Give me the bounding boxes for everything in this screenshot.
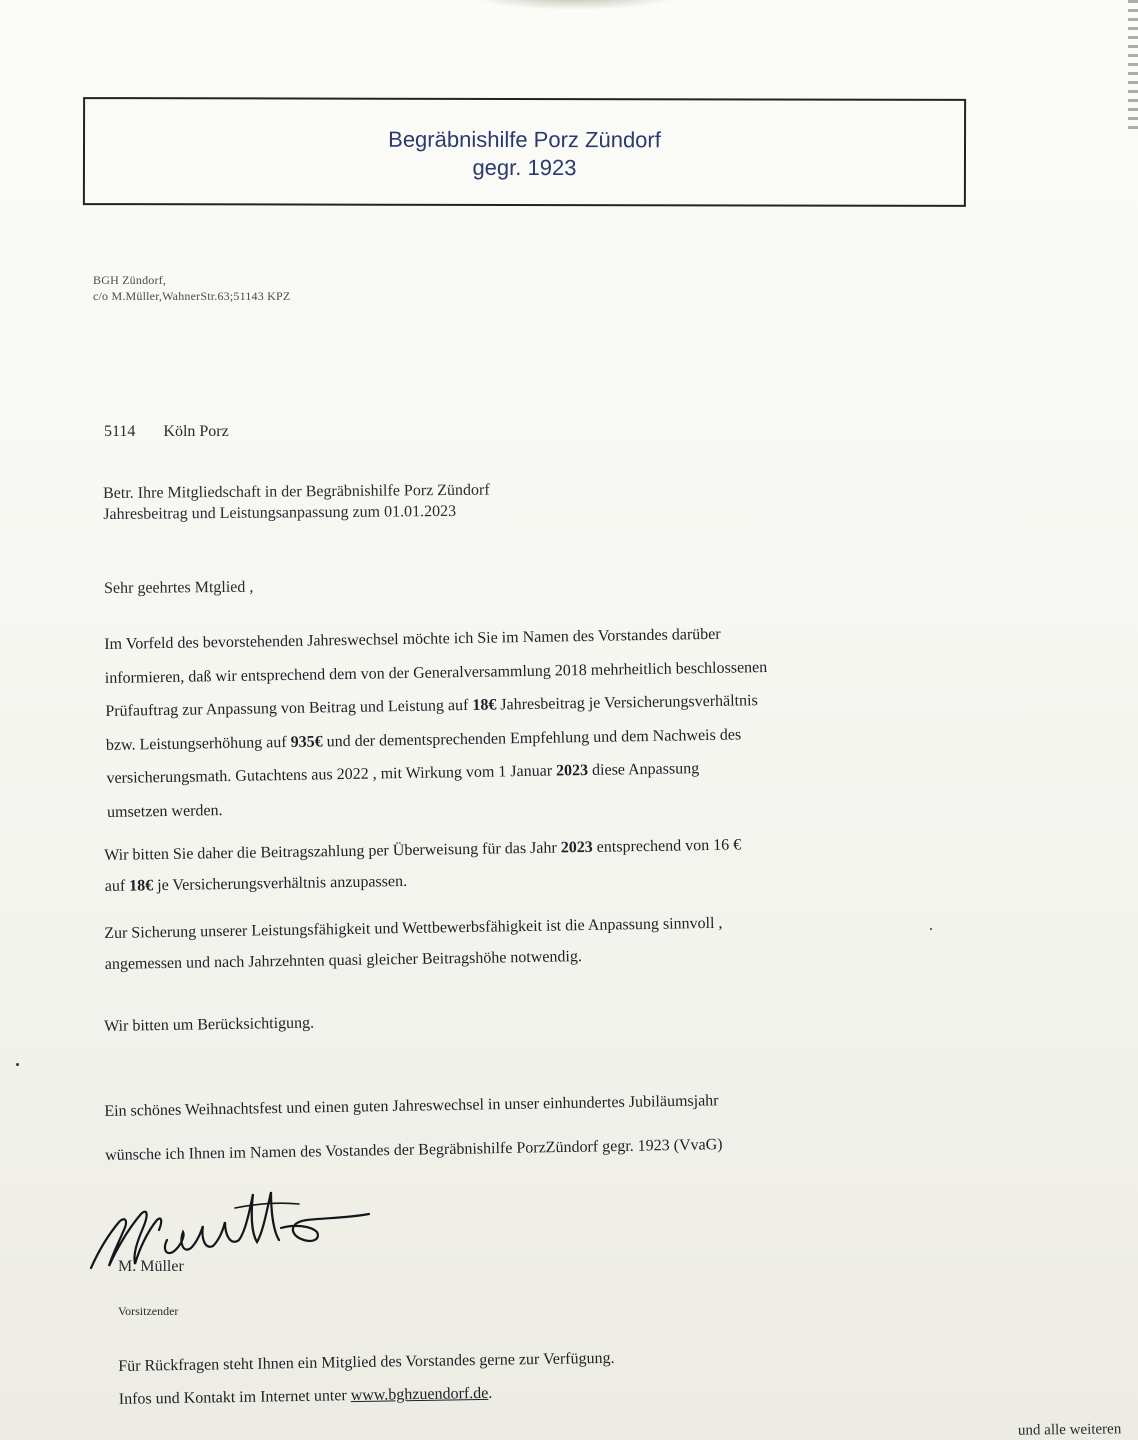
letterhead-box — [83, 97, 966, 207]
text-line: umsetzen werden. — [106, 801, 223, 821]
text-line: auf 18€ je Versicherungsverhältnis anzupassen. — [104, 872, 408, 895]
text-line: Zur Sicherung unserer Leistungsfähigkeit und Wettbewerbsfähigkeit ist die Anpassung sinnvoll , — [104, 914, 723, 942]
letterhead-name: Begräbnishilfe Porz Zündorf — [388, 126, 661, 153]
sender-line-2: c/o M.Müller,WahnerStr.63;51143 KPZ — [93, 289, 291, 303]
page-edge-marks — [1128, 0, 1138, 130]
recipient-city: Köln Porz — [163, 423, 229, 440]
text-line: informieren, daß wir entsprechend dem von der Generalversammlung 2018 mehrheitlich beschlossenen — [104, 658, 768, 687]
subject-line-1: Betr. Ihre Mitgliedschaft in der Begräbnishilfe Porz Zündorf — [103, 481, 490, 502]
letterhead-founded: gegr. 1923 — [472, 154, 577, 181]
subject-line-2: Jahresbeitrag und Leistungsanpassung zum 01.01.2023 — [103, 502, 457, 523]
paper-speck — [16, 1063, 19, 1066]
signer-name: M. Müller — [118, 1258, 184, 1275]
text-line: angemessen und nach Jahrzehnten quasi gleicher Beitragshöhe notwendig. — [104, 948, 583, 973]
paper-speck — [930, 928, 932, 930]
footer-line-2: Infos und Kontakt im Internet unter www.bghzuendorf.de. — [118, 1384, 493, 1408]
salutation: Sehr geehrtes Mtglied , — [104, 578, 254, 597]
website-link[interactable]: www.bghzuendorf.de — [350, 1384, 489, 1405]
footer-contact — [118, 1342, 615, 1416]
new-fee-amount: 18€ — [129, 877, 154, 895]
paragraph-greetings — [104, 1079, 723, 1178]
effective-year: 2023 — [555, 761, 589, 780]
text-line: wünsche ich Ihnen im Namen des Vostandes der Begräbnishilfe PorzZündorf gegr. 1923 (VvaG) — [104, 1136, 723, 1164]
paragraph-consideration: Wir bitten um Berücksichtigung. — [104, 1014, 315, 1035]
sender-address — [93, 272, 290, 304]
paragraph-announcement — [104, 617, 770, 829]
recipient-postcode: 5114 — [104, 423, 136, 440]
text-line: versicherungsmath. Gutachtens aus 2022 , mit Wirkung vom 1 Januar 2023 diese Anpassung — [106, 760, 700, 787]
footer-line-1: Für Rückfragen steht Ihnen ein Mitglied des Vorstandes gerne zur Verfügung. — [118, 1349, 615, 1375]
text-line: Wir bitten Sie daher die Beitragszahlung per Überweisung für das Jahr 2023 entsprechend von 16 € — [104, 836, 742, 864]
sender-line-1: BGH Zündorf, — [93, 273, 167, 287]
payment-year: 2023 — [560, 838, 593, 857]
recipient-address — [104, 423, 229, 441]
text-line: Ein schönes Weihnachtsfest und einen guten Jahreswechsel in unser einhundertes Jubiläumsjahr — [104, 1092, 719, 1120]
subject-line — [103, 480, 490, 525]
paragraph-payment-request — [104, 829, 742, 902]
text-line: Im Vorfeld des bevorstehenden Jahreswechsel möchte ich Sie im Namen des Vorstandes darüber — [104, 625, 721, 653]
text-line: bzw. Leistungserhöhung auf 935€ und der dementsprechenden Empfehlung und dem Nachweis des — [105, 725, 742, 754]
fee-amount: 18€ — [472, 696, 497, 714]
cut-off-text: und alle weiteren — [1017, 1421, 1122, 1439]
paragraph-justification — [104, 908, 723, 980]
text-line: Prüfauftrag zur Anpassung von Beitrag und Leistung auf 18€ Jahresbeitrag je Versicherungsverhältnis — [105, 692, 758, 720]
signer-role: Vorsitzender — [118, 1304, 179, 1318]
benefit-amount: 935€ — [290, 732, 323, 751]
